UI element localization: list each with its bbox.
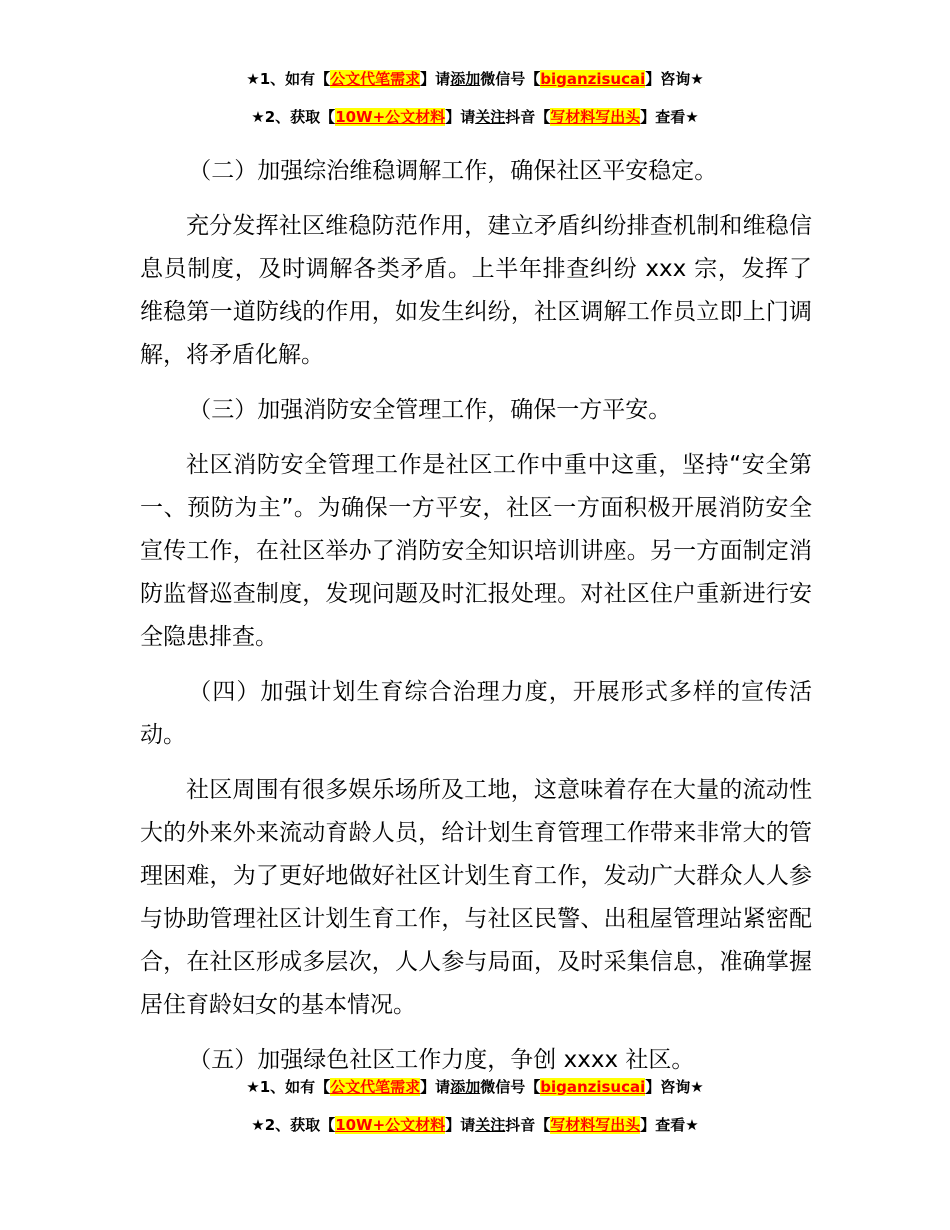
section-heading-2: （二）加强综治维稳调解工作，确保社区平安稳定。 [188, 158, 718, 184]
highlight-douyin-account: 写材料写出头 [550, 108, 641, 126]
promo-banner-top-line-1: ★1、如有【公文代笔需求】请添加微信号【biganzisucai】咨询★ [246, 70, 704, 88]
promo-banner-top-line-2: ★2、获取【10W+公文材料】请关注抖音【写材料写出头】查看★ [251, 108, 699, 126]
paragraph-family-planning: 社区周围有很多娱乐场所及工地，这意味着存在大量的流动性大的外来外来流动育龄人员，给计划生育管理工作带来非常大的管理困难，为了更好地做好社区计划生育工作，发动广大群众人人参与协助管理社区计划生育工作，与社区民警、出租屋管理站紧密配合，在社区形成多层次，人人参与局面，及时采集信息，准确掌握居住育龄妇女的基本情况。 [140, 777, 812, 1018]
promo-banner-bottom-line-1: ★1、如有【公文代笔需求】请添加微信号【biganzisucai】咨询★ [246, 1078, 704, 1096]
section-heading-4: （四）加强计划生育综合治理力度，开展形式多样的宣传活动。 [140, 679, 812, 748]
highlight-wechat-id: biganzisucai [540, 1078, 646, 1096]
section-heading-5: （五）加强绿色社区工作力度，争创 xxxx 社区。 [188, 1047, 695, 1073]
paragraph-fire-safety: 社区消防安全管理工作是社区工作中重中这重，坚持“安全第一、预防为主”。为确保一方平安，社区一方面积极开展消防安全宣传工作，在社区举办了消防安全知识培训讲座。另一方面制定消防监督巡查制度，发现问题及时汇报处理。对社区住户重新进行安全隐患排查。 [140, 452, 812, 650]
highlight-ghostwriting: 公文代笔需求 [330, 1078, 421, 1096]
paragraph-mediation: 充分发挥社区维稳防范作用，建立矛盾纠纷排查机制和维稳信息员制度，及时调解各类矛盾。上半年排查纠纷 xxx 宗，发挥了维稳第一道防线的作用，如发生纠纷，社区调解工作员立即上门调解，将矛盾化解。 [140, 213, 812, 368]
highlight-ghostwriting: 公文代笔需求 [330, 70, 421, 88]
highlight-materials: 10W+公文材料 [335, 1116, 446, 1134]
highlight-wechat-id: biganzisucai [540, 70, 646, 88]
section-heading-3: （三）加强消防安全管理工作，确保一方平安。 [188, 397, 672, 423]
promo-banner-bottom-line-2: ★2、获取【10W+公文材料】请关注抖音【写材料写出头】查看★ [251, 1116, 699, 1134]
highlight-douyin-account: 写材料写出头 [550, 1116, 641, 1134]
document-body [140, 150, 812, 1094]
highlight-materials: 10W+公文材料 [335, 108, 446, 126]
